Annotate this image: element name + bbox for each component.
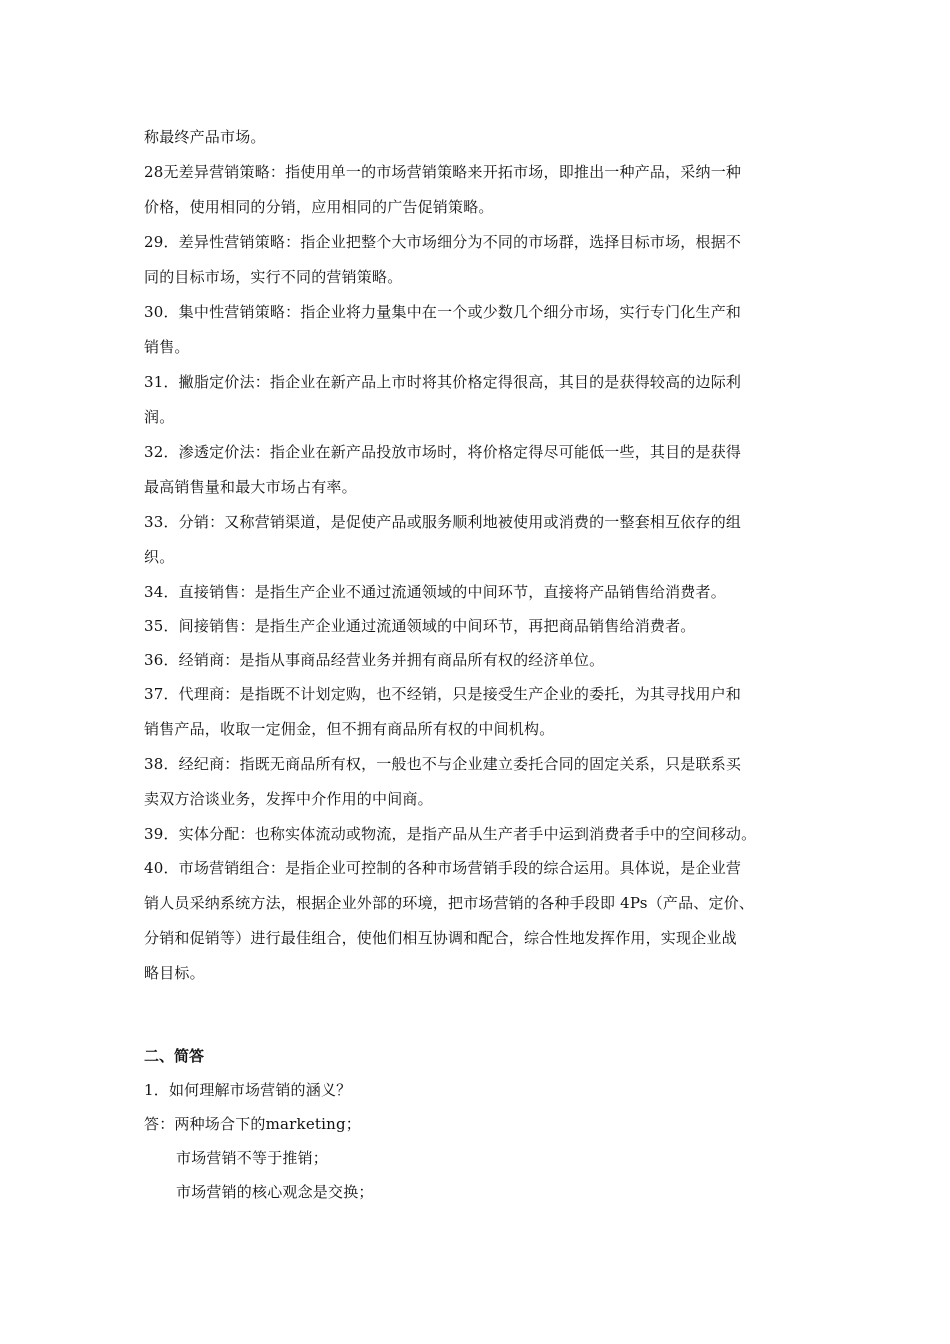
definition-line: 略目标。 — [144, 964, 205, 982]
definition-line: 38．经纪商：指既无商品所有权，一般也不与企业建立委托合同的固定关系，只是联系买 — [144, 755, 742, 773]
definition-line: 29．差异性营销策略：指企业把整个大市场细分为不同的市场群，选择目标市场，根据不 — [144, 233, 742, 251]
definition-line: 31．撇脂定价法：指企业在新产品上市时将其价格定得很高，其目的是获得较高的边际利 — [144, 373, 742, 391]
definition-line: 28无差异营销策略：指使用单一的市场营销策略来开拓市场，即推出一种产品，采纳一种 — [144, 163, 742, 181]
definition-line: 销售。 — [144, 338, 190, 356]
definition-line: 同的目标市场，实行不同的营销策略。 — [144, 268, 403, 286]
definition-line: 最高销售量和最大市场占有率。 — [144, 478, 357, 496]
definition-line: 30．集中性营销策略：指企业将力量集中在一个或少数几个细分市场，实行专门化生产和 — [144, 303, 742, 321]
definition-line: 36．经销商：是指从事商品经营业务并拥有商品所有权的经济单位。 — [144, 651, 605, 669]
definition-line: 价格，使用相同的分销，应用相同的广告促销策略。 — [144, 198, 494, 216]
answer-point: 市场营销不等于推销； — [176, 1149, 329, 1167]
section-spacer — [144, 991, 814, 1039]
definition-line: 润。 — [144, 408, 175, 426]
definitions-block — [144, 120, 814, 991]
definition-line: 分销和促销等）进行最佳组合，使他们相互协调和配合，综合性地发挥作用，实现企业战 — [144, 929, 737, 947]
definition-line: 销人员采纳系统方法，根据企业外部的环境，把市场营销的各种手段即 4Ps（产品、定价、 — [144, 894, 755, 912]
definition-line: 称最终产品市场。 — [144, 128, 266, 146]
definition-line: 40．市场营销组合：是指企业可控制的各种市场营销手段的综合运用。具体说，是企业营 — [144, 859, 742, 877]
definition-line: 39．实体分配：也称实体流动或物流，是指产品从生产者手中运到消费者手中的空间移动。 — [144, 825, 757, 843]
definition-line: 34．直接销售：是指生产企业不通过流通领域的中间环节，直接将产品销售给消费者。 — [144, 583, 726, 601]
definition-line: 32．渗透定价法：指企业在新产品投放市场时，将价格定得尽可能低一些，其目的是获得 — [144, 443, 742, 461]
document-page — [144, 120, 814, 1209]
definition-line: 卖双方洽谈业务，发挥中介作用的中间商。 — [144, 790, 433, 808]
question-line: 1．如何理解市场营销的涵义？ — [144, 1081, 352, 1099]
definition-line: 33．分销：又称营销渠道，是促使产品或服务顺利地被使用或消费的一整套相互依存的组 — [144, 513, 742, 531]
definition-line: 37．代理商：是指既不计划定购，也不经销，只是接受生产企业的委托，为其寻找用户和 — [144, 685, 742, 703]
answer-point: 市场营销的核心观念是交换； — [176, 1183, 374, 1201]
definition-line: 销售产品，收取一定佣金，但不拥有商品所有权的中间机构。 — [144, 720, 555, 738]
answer-line: 答：两种场合下的marketing； — [144, 1115, 361, 1133]
definition-line: 织。 — [144, 548, 175, 566]
section-heading: 二、简答 — [144, 1047, 205, 1065]
definition-line: 35．间接销售：是指生产企业通过流通领域的中间环节，再把商品销售给消费者。 — [144, 617, 696, 635]
